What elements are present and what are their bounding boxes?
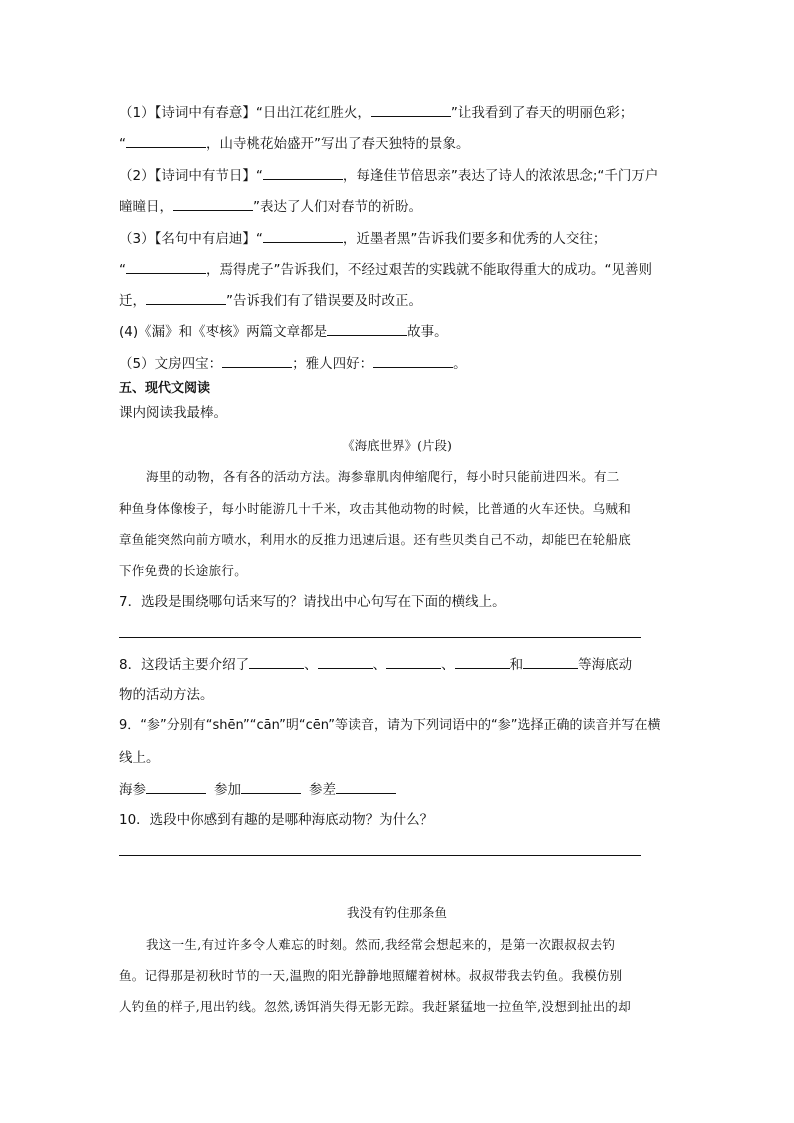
q1-line-2	[119, 133, 470, 154]
passage-line-1: 海里的动物，各有各的活动方法。海参靠肌肉伸缩爬行，每小时只能前进四米。有二	[146, 469, 620, 484]
q2-line2-text-b: ”表达了人们对春节的祈盼。	[253, 199, 422, 215]
passage-line-3: 章鱼能突然向前方喷水，利用水的反推力迅速后退。还有些贝类自己不动，却能巴在轮船底	[119, 532, 632, 547]
q2-line-2	[119, 196, 422, 217]
section5-intro: 课内阅读我最棒。	[119, 405, 227, 421]
q9-word-2: 参加	[214, 782, 241, 798]
q1-blank-1[interactable]	[371, 102, 451, 117]
q7-answer-line[interactable]	[119, 637, 641, 638]
q1-quote-open: “	[119, 136, 126, 152]
q4-text-a: (4)《漏》和《枣核》两篇文章都是	[119, 324, 328, 340]
q8-text-a: 8．这段话主要介绍了	[119, 657, 250, 673]
q5-text-a: （5）文房四宝：	[119, 356, 223, 372]
q3-quote-open: “	[119, 262, 126, 278]
q5-text-b: ；雅人四好：	[292, 356, 374, 372]
q9-word-1: 海参	[119, 782, 146, 798]
passage-line-4: 下作免费的长途旅行。	[119, 563, 248, 578]
q9-blank-1[interactable]	[146, 779, 206, 794]
q1-line-1	[119, 102, 633, 123]
q2-blank-2[interactable]	[173, 196, 253, 211]
q4-text-b: 故事。	[407, 324, 448, 340]
q3-line2-text: ，焉得虎子”告诉我们，不经过艰苦的实践就不能取得重大的成功。“见善则	[206, 262, 652, 278]
q8-blank-4[interactable]	[455, 654, 510, 669]
q2-text-a: （2）【诗词中有节日】“	[119, 168, 263, 184]
q3-line-1	[119, 228, 606, 249]
q9-line-1: 9．“参”分别有“shēn”“cān”明“cēn”等读音，请为下列词语中的“参”选择正确的读音并写在横	[119, 718, 661, 733]
q3-line3-text-b: ”告诉我们有了错误要及时改正。	[226, 293, 422, 309]
q2-line-1	[119, 165, 658, 186]
q1-text-b: ”让我看到了春天的明丽色彩；	[450, 105, 634, 121]
q8-blank-3[interactable]	[386, 654, 441, 669]
q2-blank-1[interactable]	[263, 165, 343, 180]
q3-line3-text-a: 迁，	[119, 293, 146, 309]
q1-blank-2[interactable]	[126, 133, 206, 148]
q8-blank-1[interactable]	[249, 654, 304, 669]
story-title: 我没有钓住那条鱼	[346, 905, 447, 920]
q7-prompt: 7．选段是围绕哪句话来写的？请找出中心句写在下面的横线上。	[119, 594, 506, 610]
story-line-1: 我这一生,有过许多令人难忘的时刻。然而,我经常会想起来的，是第一次跟叔叔去钓	[146, 937, 616, 952]
passage-title: 《海底世界》(片段)	[342, 438, 452, 453]
q8-text-b: 等海底动	[578, 657, 633, 673]
q8-sep-2: 、	[372, 657, 387, 673]
q3-blank-1[interactable]	[263, 228, 343, 243]
q1-line2-text: ，山寺桃花始盛开”写出了春天独特的景象。	[206, 136, 470, 152]
q5-blank-2[interactable]	[373, 353, 453, 368]
q3-blank-2[interactable]	[126, 259, 206, 274]
q2-line2-text-a: 曈曈日，	[119, 199, 173, 215]
q1-text-a: （1）【诗词中有春意】“日出江花红胜火，	[119, 105, 371, 121]
q8-sep-1: 、	[304, 657, 318, 673]
q5-line	[119, 353, 467, 374]
story-line-3: 人钓鱼的样子,甩出钓线。忽然,诱饵消失得无影无踪。我赶紧猛地一拉鱼竿,没想到扯出的却	[119, 999, 632, 1014]
section5-heading: 五、现代文阅读	[119, 381, 211, 396]
q3-blank-3[interactable]	[146, 290, 226, 305]
q9-blank-3[interactable]	[336, 779, 396, 794]
q9-words	[119, 779, 396, 800]
q8-line-1	[119, 654, 632, 675]
q9-line-2: 线上。	[119, 750, 160, 766]
q5-text-c: 。	[453, 356, 467, 372]
q8-blank-5[interactable]	[523, 654, 578, 669]
q3-line-2	[119, 259, 652, 280]
q2-text-b: ，每逢佳节倍思亲”表达了诗人的浓浓思念;“千门万户	[342, 168, 659, 184]
q10-prompt: 10．选段中你感到有趣的是哪种海底动物？为什么？	[119, 812, 434, 828]
q4-blank[interactable]	[327, 321, 407, 336]
q8-sep-3: 、	[441, 657, 455, 673]
q3-text-b: ，近墨者黑”告诉我们要多和优秀的人交往；	[342, 231, 607, 247]
story-line-2: 鱼。记得那是初秋时节的一天,温煦的阳光静静地照耀着树林。叔叔带我去钓鱼。我模仿别	[119, 968, 623, 983]
q8-line-2: 物的活动方法。	[119, 687, 214, 703]
q3-line-3	[119, 290, 422, 311]
q5-blank-1[interactable]	[222, 353, 292, 368]
q4-line	[119, 321, 448, 342]
q8-blank-2[interactable]	[318, 654, 373, 669]
passage-line-2: 种鱼身体像梭子，每小时能游几十千米，攻击其他动物的时候，比普通的火车还快。乌贼和	[119, 501, 632, 516]
q9-word-3: 参差	[309, 782, 336, 798]
q3-text-a: （3）【名句中有启迪】“	[119, 231, 263, 247]
q8-and: 和	[509, 657, 524, 673]
q9-blank-2[interactable]	[241, 779, 301, 794]
q10-answer-line[interactable]	[119, 855, 641, 856]
